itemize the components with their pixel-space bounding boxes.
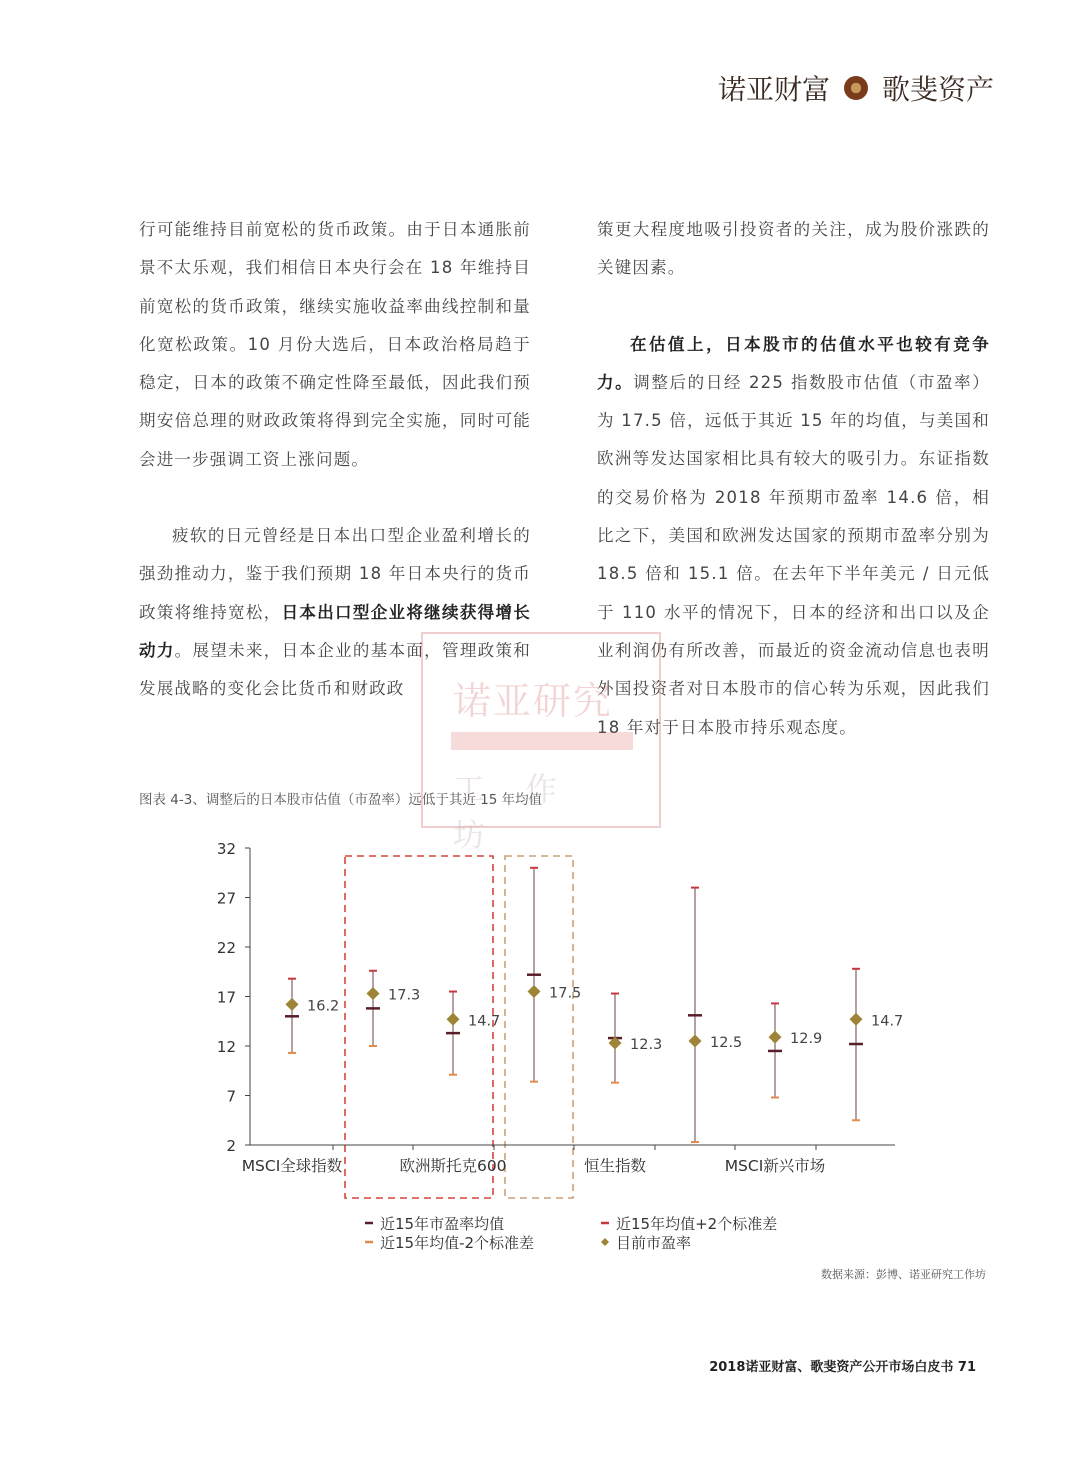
current-pe-label: 16.2 — [307, 998, 340, 1015]
legend-mean-label: 近15年市盈率均值 — [380, 1215, 505, 1233]
current-pe-marker — [689, 1035, 702, 1048]
current-pe-label: 12.5 — [710, 1035, 743, 1052]
page-footer: 2018诺亚财富、歌斐资产公开市场白皮书 71 — [709, 1360, 976, 1375]
right-paragraph-1: 策更大程度地吸引投资者的关注，成为股价涨跌的关键因素。 — [597, 220, 990, 278]
legend-upper-label: 近15年均值+2个标准差 — [616, 1215, 778, 1233]
y-tick-label: 32 — [216, 840, 236, 858]
data-source: 数据来源：彭博、诺亚研究工作坊 — [821, 1268, 986, 1281]
watermark-bar — [451, 732, 633, 750]
watermark-title: 诺亚研究 — [453, 679, 614, 723]
left-bold-phrase: 日本出口型企业将继续获得增长动力 — [139, 602, 531, 660]
current-pe-marker — [528, 985, 541, 998]
category-label: 恒生指数 — [583, 1157, 647, 1175]
y-tick-label: 17 — [216, 988, 236, 1007]
legend-current-swatch — [601, 1238, 609, 1246]
right-paragraph-2: 在估值上，日本股市的估值水平也较有竞争力。调整后的日经 225 指数股市估值（市盈率）为 17.5 倍，远低于其近 15 年的均值，与美国和欧洲等发达国家相比具有较大的吸引力。东证指数的交易价格为 2018 年预期市盈率 14.6 倍，相比之下，美国和欧洲发达国家的预期市盈率分别为 18.5 倍和 15.1 倍。在去年下半年美元 / 日元低于 110 水平的情况下，日本的经济和出口以及企业利润仍有所改善，而最近的资金流动信息也表明外国投资者对日本股市的信心转为乐观，因此我们 18 年对于日本股市持乐观态度。 — [597, 334, 990, 737]
current-pe-label: 14.7 — [468, 1013, 501, 1030]
current-pe-marker — [367, 987, 380, 1000]
y-tick-label: 2 — [226, 1137, 236, 1155]
current-pe-marker — [447, 1013, 460, 1026]
current-pe-marker — [769, 1031, 782, 1044]
y-tick-label: 7 — [226, 1087, 236, 1106]
y-tick-label: 27 — [216, 889, 236, 908]
brand-gopher: 歌斐资产 — [881, 73, 994, 106]
category-label: MSCI新兴市场 — [724, 1157, 826, 1175]
current-pe-label: 17.5 — [549, 985, 582, 1002]
category-label: 欧洲斯托克600 — [399, 1157, 507, 1175]
y-tick-label: 22 — [216, 939, 236, 957]
japan-highlight-box — [505, 856, 573, 1198]
current-pe-label: 12.3 — [630, 1037, 663, 1054]
current-pe-label: 14.7 — [871, 1013, 904, 1030]
left-paragraph-2: 疲软的日元曾经是日本出口型企业盈利增长的强劲推动力，鉴于我们预期 18 年日本央行的货币政策将维持宽松，日本出口型企业将继续获得增长动力。展望未来，日本企业的基本面，管理政策和发展战略的变化会比货币和财政政 — [139, 526, 532, 699]
chart-caption: 图表 4-3、调整后的日本股市估值（市盈率）远低于其近 15 年均值 — [139, 792, 543, 808]
current-pe-label: 12.9 — [790, 1031, 823, 1048]
current-pe-label: 17.3 — [388, 987, 421, 1004]
legend-lower-label: 近15年均值-2个标准差 — [380, 1234, 535, 1252]
left-paragraph-1: 行可能维持目前宽松的货币政策。由于日本通胀前景不太乐观，我们相信日本央行会在 18 年维持目前宽松的货币政策，继续实施收益率曲线控制和量化宽松政策。10 月份大选后，日本政治格局趋于稳定，日本的政策不确定性降至最低，因此我们预期安倍总理的财政政策将得到完全实施，同时可能会进一步强调工资上涨问题。 — [139, 220, 531, 469]
current-pe-marker — [286, 998, 299, 1011]
legend-current-label: 目前市盈率 — [616, 1234, 692, 1252]
watermark-stamp — [421, 632, 661, 854]
right-bold-phrase: 在估值上，日本股市的估值水平也较有竞争力。 — [597, 334, 990, 392]
brand-noah: 诺亚财富 — [717, 73, 830, 106]
y-tick-label: 12 — [216, 1038, 236, 1056]
category-label: MSCI全球指数 — [241, 1157, 343, 1175]
current-pe-marker — [850, 1013, 863, 1026]
watermark-subtitle: 工作坊 — [453, 770, 598, 854]
